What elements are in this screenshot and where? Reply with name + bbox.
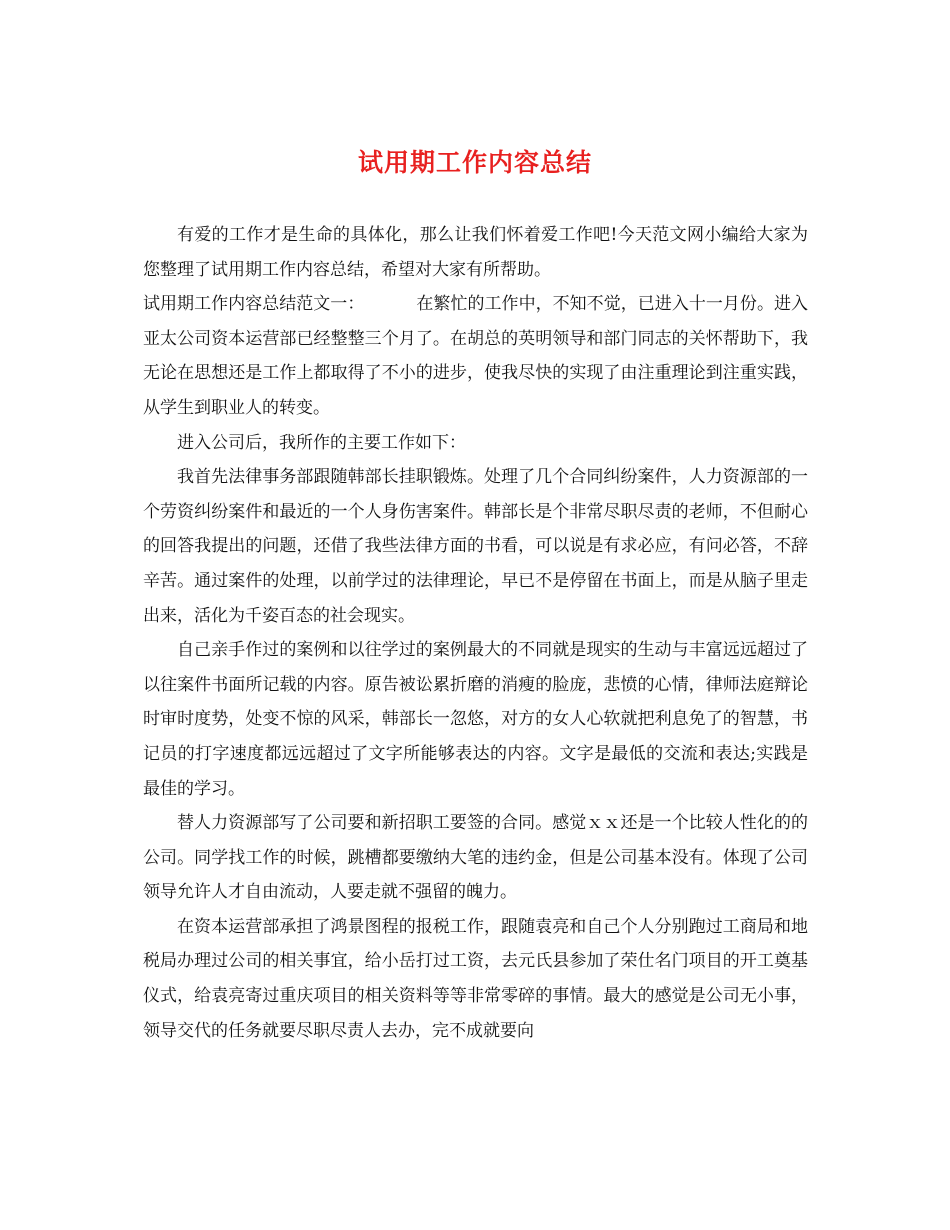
section-label: 试用期工作内容总结范文一：: [143, 294, 365, 315]
intro-paragraph: 有爱的工作才是生命的具体化，那么让我们怀着爱工作吧!今天范文网小编给大家为您整理了试用期工作内容总结，希望对大家有所帮助。: [143, 225, 808, 280]
section-first-paragraph: 在繁忙的工作中，不知不觉，已进入十一月份。进入亚太公司资本运营部已经整整三个月了。在胡总的英明领导和部门同志的关怀帮助下，我无论在思想还是工作上都取得了不小的进步，使我尽快的实现了由注重理论到注重实践，从学生到职业人的转变。: [143, 294, 809, 418]
body-paragraph: 在资本运营部承担了鸿景图程的报税工作，跟随袁亮和自己个人分别跑过工商局和地税局办理过公司的相关事宜，给小岳打过工资，去元氏县参加了荣仕名门项目的开工奠基仪式，给袁亮寄过重庆项目的相关资料等等非常零碎的事情。最大的感觉是公司无小事，领导交代的任务就要尽职尽责人去办，完不成就要向: [143, 916, 808, 1041]
section-paragraph: [143, 287, 808, 425]
body-paragraph: 我首先法律事务部跟随韩部长挂职锻炼。处理了几个合同纠纷案件，人力资源部的一个劳资纠纷案件和最近的一个人身伤害案件。韩部长是个非常尽职尽责的老师，不但耐心的回答我提出的问题，还借了我些法律方面的书看，可以说是有求必应，有问必答，不辞辛苦。通过案件的处理，以前学过的法律理论，早已不是停留在书面上，而是从脑子里走出来，活化为千姿百态的社会现实。: [143, 467, 808, 626]
body-paragraph: 自己亲手作过的案例和以往学过的案例最大的不同就是现实的生动与丰富远远超过了以往案件书面所记载的内容。原告被讼累折磨的消瘦的脸庞，悲愤的心情，律师法庭辩论时审时度势，处变不惊的风采，韩部长一忽悠，对方的女人心软就把利息免了的智慧，书记员的打字速度都远远超过了文字所能够表达的内容。文字是最低的交流和表达;实践是最佳的学习。: [143, 640, 808, 799]
document-body: [143, 218, 808, 1048]
body-paragraph: 进入公司后，我所作的主要工作如下：: [177, 432, 466, 453]
document-title: 试用期工作内容总结: [357, 148, 592, 177]
body-paragraph: 替人力资源部写了公司要和新招职工要签的合同。感觉ｘｘ还是一个比较人性化的的公司。同学找工作的时候，跳槽都要缴纳大笔的违约金，但是公司基本没有。体现了公司领导允许人才自由流动，人要走就不强留的魄力。: [143, 813, 808, 903]
